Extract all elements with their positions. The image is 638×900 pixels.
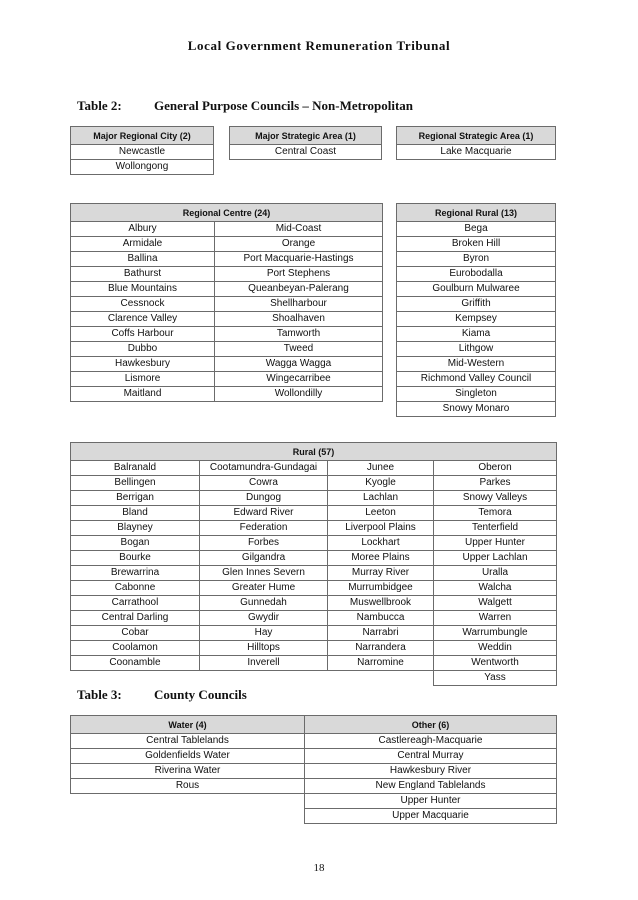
table-cell: Maitland bbox=[71, 387, 215, 402]
table-cell: Inverell bbox=[200, 656, 328, 671]
table-row bbox=[71, 596, 557, 611]
table-cell: Bellingen bbox=[71, 476, 200, 491]
table-cell: Mid-Western bbox=[397, 357, 556, 372]
table-row bbox=[71, 521, 557, 536]
table-cell: Gwydir bbox=[200, 611, 328, 626]
table-cell: Lake Macquarie bbox=[397, 145, 556, 160]
table-cell: Snowy Valleys bbox=[434, 491, 557, 506]
table-cell: Federation bbox=[200, 521, 328, 536]
table-cell: Coolamon bbox=[71, 641, 200, 656]
table-cell: Moree Plains bbox=[328, 551, 434, 566]
table-cell: Carrathool bbox=[71, 596, 200, 611]
table-cell: Rous bbox=[71, 779, 305, 794]
table-row bbox=[71, 387, 383, 402]
table-row bbox=[71, 297, 383, 312]
table-row bbox=[397, 327, 556, 342]
column-header: Rural (57) bbox=[71, 443, 557, 461]
table-cell: Uralla bbox=[434, 566, 557, 581]
table-cell: Narrabri bbox=[328, 626, 434, 641]
table-cell: Bogan bbox=[71, 536, 200, 551]
table-cell: Parkes bbox=[434, 476, 557, 491]
table-row bbox=[71, 461, 557, 476]
table-cell: Cabonne bbox=[71, 581, 200, 596]
table-cell: Central Tablelands bbox=[71, 734, 305, 749]
table-row bbox=[397, 282, 556, 297]
table-cell: Forbes bbox=[200, 536, 328, 551]
table-cell: Tenterfield bbox=[434, 521, 557, 536]
table-2-number: Table 2: bbox=[77, 98, 122, 113]
major-regional-city-table bbox=[70, 126, 214, 175]
table-cell: Murrumbidgee bbox=[328, 581, 434, 596]
table-row bbox=[71, 641, 557, 656]
major-strategic-area-table bbox=[229, 126, 382, 160]
table-cell: Shellharbour bbox=[215, 297, 383, 312]
table-row bbox=[71, 734, 557, 749]
table-cell: Cobar bbox=[71, 626, 200, 641]
table-cell: Yass bbox=[434, 671, 557, 686]
table-cell: Warren bbox=[434, 611, 557, 626]
table-cell bbox=[328, 671, 434, 686]
table-cell bbox=[71, 809, 305, 824]
table-cell: Kiama bbox=[397, 327, 556, 342]
rural-table bbox=[70, 442, 557, 686]
table-cell: Ballina bbox=[71, 252, 215, 267]
table-cell: Newcastle bbox=[71, 145, 214, 160]
table-cell: Cowra bbox=[200, 476, 328, 491]
table-cell: Dubbo bbox=[71, 342, 215, 357]
table-row bbox=[71, 160, 214, 175]
table-row bbox=[397, 312, 556, 327]
regional-centre-table bbox=[70, 203, 383, 402]
table-cell: Cessnock bbox=[71, 297, 215, 312]
table-cell: Muswellbrook bbox=[328, 596, 434, 611]
column-header: Regional Strategic Area (1) bbox=[397, 127, 556, 145]
table-row bbox=[71, 372, 383, 387]
table-cell: Hawkesbury bbox=[71, 357, 215, 372]
table-cell: Coonamble bbox=[71, 656, 200, 671]
table-cell: Bourke bbox=[71, 551, 200, 566]
table-cell: Castlereagh-Macquarie bbox=[305, 734, 557, 749]
table-cell: Richmond Valley Council bbox=[397, 372, 556, 387]
table-row bbox=[71, 626, 557, 641]
table-cell bbox=[71, 794, 305, 809]
table-cell: Hay bbox=[200, 626, 328, 641]
table-cell: Berrigan bbox=[71, 491, 200, 506]
table-cell: Goldenfields Water bbox=[71, 749, 305, 764]
table-cell: Weddin bbox=[434, 641, 557, 656]
table-row bbox=[71, 145, 214, 160]
table-row bbox=[71, 581, 557, 596]
table-row bbox=[397, 297, 556, 312]
table-3-heading bbox=[77, 687, 247, 703]
table-row bbox=[71, 491, 557, 506]
column-header-other: Other (6) bbox=[305, 716, 557, 734]
table-cell: Eurobodalla bbox=[397, 267, 556, 282]
table-row bbox=[71, 357, 383, 372]
table-cell: Wentworth bbox=[434, 656, 557, 671]
table-cell: Hilltops bbox=[200, 641, 328, 656]
table-cell: Goulburn Mulwaree bbox=[397, 282, 556, 297]
table-row bbox=[71, 327, 383, 342]
table-cell: Brewarrina bbox=[71, 566, 200, 581]
table-cell: Murray River bbox=[328, 566, 434, 581]
table-cell: Blue Mountains bbox=[71, 282, 215, 297]
county-councils-table bbox=[70, 715, 557, 824]
table-cell: Kempsey bbox=[397, 312, 556, 327]
table-cell: Central Darling bbox=[71, 611, 200, 626]
table-row bbox=[71, 237, 383, 252]
table-cell: Walcha bbox=[434, 581, 557, 596]
table-cell: Glen Innes Severn bbox=[200, 566, 328, 581]
table-cell: Wollondilly bbox=[215, 387, 383, 402]
table-cell: Queanbeyan-Palerang bbox=[215, 282, 383, 297]
table-row bbox=[397, 342, 556, 357]
table-cell: Port Stephens bbox=[215, 267, 383, 282]
table-cell: Snowy Monaro bbox=[397, 402, 556, 417]
table-row bbox=[71, 671, 557, 686]
table-cell: Upper Hunter bbox=[305, 794, 557, 809]
table-cell: Lithgow bbox=[397, 342, 556, 357]
table-cell: Greater Hume bbox=[200, 581, 328, 596]
table-cell: Byron bbox=[397, 252, 556, 267]
table-cell: Leeton bbox=[328, 506, 434, 521]
table-cell: Upper Lachlan bbox=[434, 551, 557, 566]
table-cell: Lachlan bbox=[328, 491, 434, 506]
table-cell: Bega bbox=[397, 222, 556, 237]
table-cell: Shoalhaven bbox=[215, 312, 383, 327]
table-row bbox=[71, 749, 557, 764]
table-row bbox=[71, 551, 557, 566]
table-row bbox=[71, 252, 383, 267]
table-row bbox=[71, 342, 383, 357]
table-cell: Warrumbungle bbox=[434, 626, 557, 641]
table-row bbox=[71, 476, 557, 491]
table-cell: Singleton bbox=[397, 387, 556, 402]
table-row bbox=[71, 222, 383, 237]
table-row bbox=[397, 252, 556, 267]
regional-strategic-area-table bbox=[396, 126, 556, 160]
table-cell: Coffs Harbour bbox=[71, 327, 215, 342]
page-header-title: Local Government Remuneration Tribunal bbox=[187, 38, 451, 53]
table-cell: Orange bbox=[215, 237, 383, 252]
table-cell: Clarence Valley bbox=[71, 312, 215, 327]
table-cell: Central Murray bbox=[305, 749, 557, 764]
table-row bbox=[397, 267, 556, 282]
table-2-title: General Purpose Councils – Non-Metropolitan bbox=[154, 98, 414, 113]
column-header: Major Regional City (2) bbox=[71, 127, 214, 145]
table-cell: Hawkesbury River bbox=[305, 764, 557, 779]
table-row bbox=[397, 387, 556, 402]
table-cell: Nambucca bbox=[328, 611, 434, 626]
table-row bbox=[71, 794, 557, 809]
table-cell: Narrandera bbox=[328, 641, 434, 656]
table-row bbox=[71, 764, 557, 779]
table-cell: Junee bbox=[328, 461, 434, 476]
table-row bbox=[71, 566, 557, 581]
table-cell: Balranald bbox=[71, 461, 200, 476]
table-cell: Wollongong bbox=[71, 160, 214, 175]
table-3-title: County Councils bbox=[154, 687, 247, 702]
table-row bbox=[397, 222, 556, 237]
table-cell: Upper Macquarie bbox=[305, 809, 557, 824]
table-cell: Armidale bbox=[71, 237, 215, 252]
table-cell: Gilgandra bbox=[200, 551, 328, 566]
table-cell: Blayney bbox=[71, 521, 200, 536]
table-row bbox=[71, 779, 557, 794]
table-cell: Central Coast bbox=[230, 145, 382, 160]
table-cell bbox=[71, 671, 200, 686]
table-cell: Tamworth bbox=[215, 327, 383, 342]
table-cell: Oberon bbox=[434, 461, 557, 476]
table-cell: Lockhart bbox=[328, 536, 434, 551]
table-cell: Edward River bbox=[200, 506, 328, 521]
table-cell: Wagga Wagga bbox=[215, 357, 383, 372]
table-row bbox=[397, 357, 556, 372]
table-cell: Griffith bbox=[397, 297, 556, 312]
table-row bbox=[71, 282, 383, 297]
table-row bbox=[71, 656, 557, 671]
table-row bbox=[71, 809, 557, 824]
table-row bbox=[397, 237, 556, 252]
table-cell: Bland bbox=[71, 506, 200, 521]
table-cell: Kyogle bbox=[328, 476, 434, 491]
table-cell: Mid-Coast bbox=[215, 222, 383, 237]
column-header: Major Strategic Area (1) bbox=[230, 127, 382, 145]
table-row bbox=[397, 145, 556, 160]
table-row bbox=[230, 145, 382, 160]
table-row bbox=[71, 267, 383, 282]
table-cell: Albury bbox=[71, 222, 215, 237]
column-header: Regional Rural (13) bbox=[397, 204, 556, 222]
table-cell: Narromine bbox=[328, 656, 434, 671]
column-header-water: Water (4) bbox=[71, 716, 305, 734]
table-cell: Liverpool Plains bbox=[328, 521, 434, 536]
table-cell: Riverina Water bbox=[71, 764, 305, 779]
table-cell: Upper Hunter bbox=[434, 536, 557, 551]
table-row bbox=[397, 372, 556, 387]
regional-rural-table bbox=[396, 203, 556, 417]
column-header: Regional Centre (24) bbox=[71, 204, 383, 222]
table-cell bbox=[200, 671, 328, 686]
page-number: 18 bbox=[313, 862, 325, 874]
table-cell: Broken Hill bbox=[397, 237, 556, 252]
table-cell: Tweed bbox=[215, 342, 383, 357]
table-cell: Temora bbox=[434, 506, 557, 521]
table-row bbox=[71, 506, 557, 521]
table-cell: Port Macquarie-Hastings bbox=[215, 252, 383, 267]
table-cell: New England Tablelands bbox=[305, 779, 557, 794]
table-cell: Wingecarribee bbox=[215, 372, 383, 387]
table-row bbox=[397, 402, 556, 417]
table-cell: Dungog bbox=[200, 491, 328, 506]
table-cell: Gunnedah bbox=[200, 596, 328, 611]
table-cell: Bathurst bbox=[71, 267, 215, 282]
table-cell: Walgett bbox=[434, 596, 557, 611]
table-cell: Cootamundra-Gundagai bbox=[200, 461, 328, 476]
table-3-number: Table 3: bbox=[77, 687, 122, 702]
table-2-heading bbox=[77, 98, 413, 114]
table-row bbox=[71, 312, 383, 327]
table-row bbox=[71, 536, 557, 551]
table-row bbox=[71, 611, 557, 626]
table-cell: Lismore bbox=[71, 372, 215, 387]
